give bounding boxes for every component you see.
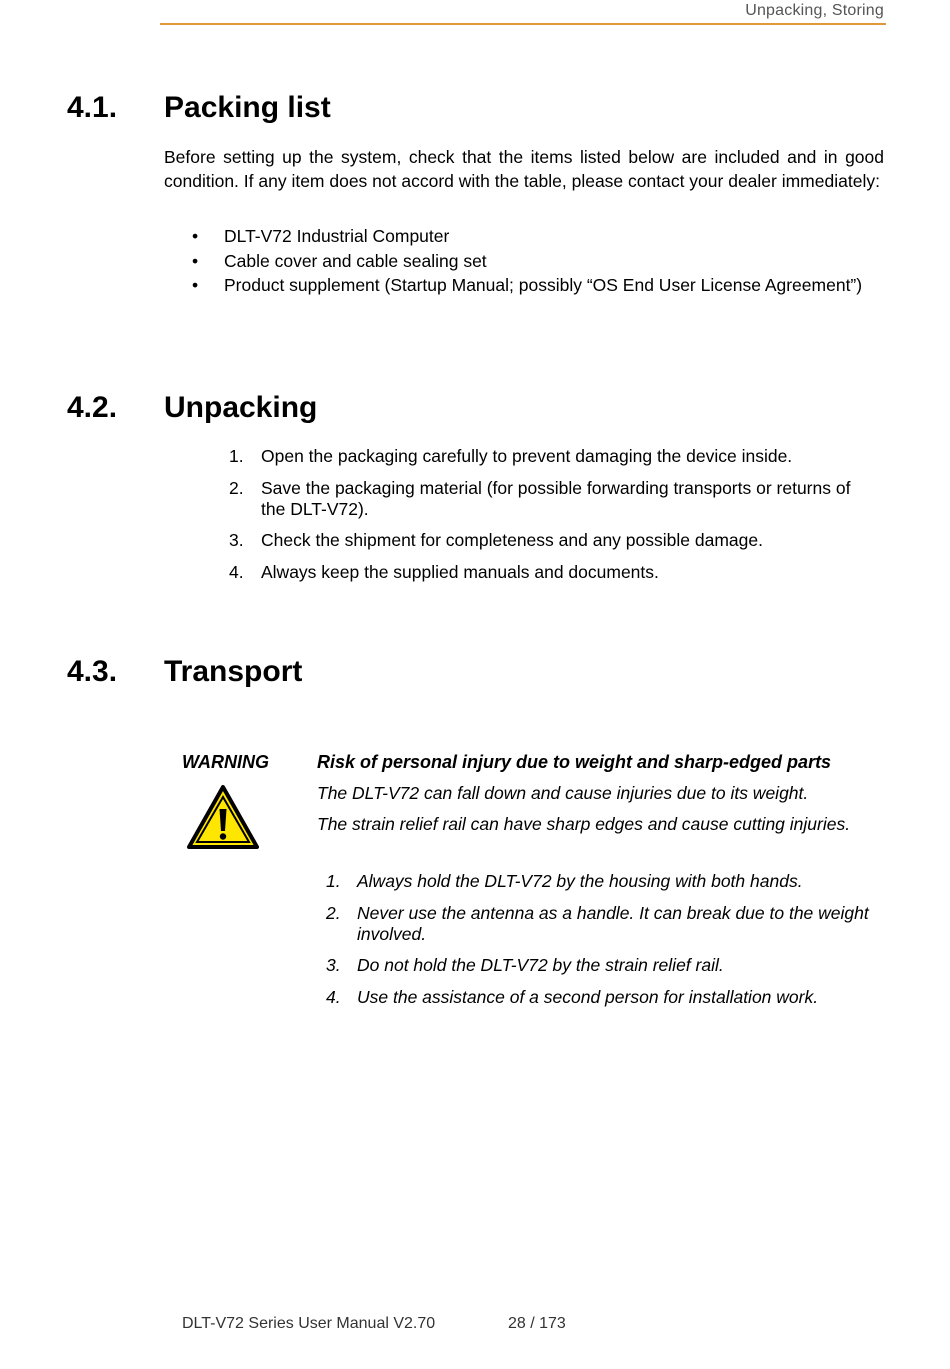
step-number: 2.: [229, 477, 244, 498]
running-header: Unpacking, Storing: [745, 2, 884, 19]
footer-document-title: DLT-V72 Series User Manual V2.70: [182, 1315, 436, 1332]
step-number: 2.: [326, 902, 341, 923]
step-text: Never use the antenna as a handle. It can break due to the weight involved.: [357, 902, 869, 944]
step-number: 4.: [229, 561, 244, 582]
list-item: [229, 478, 879, 520]
list-item: [326, 903, 886, 945]
warning-title: Risk of personal injury due to weight and sharp-edged parts: [317, 752, 832, 772]
section-number-transport: 4.3.: [67, 655, 118, 688]
warning-text: The strain relief rail can have sharp edges and cause cutting injuries.: [317, 814, 851, 834]
list-item: [164, 226, 884, 248]
list-item: [326, 955, 886, 976]
list-item: [326, 871, 886, 892]
footer-page-number: 28 / 173: [508, 1315, 566, 1332]
step-text: Do not hold the DLT-V72 by the strain relief rail.: [357, 955, 724, 975]
bullet-icon: •: [192, 226, 199, 246]
section-title-unpacking: Unpacking: [164, 391, 318, 424]
packing-intro: Before setting up the system, check that the items listed below are included and in good condition. If any item does not accord with the table, please contact your dealer immediately:: [164, 147, 884, 191]
warning-label: WARNING: [182, 752, 269, 772]
step-text: Always keep the supplied manuals and documents.: [261, 561, 659, 582]
warning-text: The DLT-V72 can fall down and cause injuries due to its weight.: [317, 783, 809, 803]
transport-steps: [326, 871, 886, 1018]
list-item-text: Cable cover and cable sealing set: [224, 250, 487, 271]
list-item-text: DLT-V72 Industrial Computer: [224, 226, 450, 246]
step-number: 3.: [229, 530, 244, 550]
section-number-unpacking: 4.2.: [67, 391, 118, 424]
list-item: [229, 446, 879, 467]
bullet-icon: •: [192, 275, 199, 295]
step-number: 4.: [326, 986, 341, 1007]
bullet-icon: •: [192, 250, 199, 271]
step-text: Always hold the DLT-V72 by the housing with both hands.: [357, 871, 803, 891]
section-title-packing: Packing list: [164, 91, 331, 124]
section-title-transport: Transport: [164, 655, 303, 688]
step-text: Check the shipment for completeness and any possible damage.: [261, 530, 763, 550]
step-number: 3.: [326, 955, 341, 975]
unpacking-steps: [229, 446, 879, 593]
list-item: [229, 530, 879, 551]
step-text: Use the assistance of a second person for installation work.: [357, 986, 819, 1007]
list-item: [326, 987, 886, 1008]
packing-list: [164, 226, 884, 300]
step-text: Open the packaging carefully to prevent damaging the device inside.: [261, 446, 793, 466]
warning-triangle-icon: [187, 785, 259, 849]
step-number: 1.: [229, 446, 244, 466]
list-item: [229, 562, 879, 583]
list-item: [164, 251, 884, 273]
step-number: 1.: [326, 871, 341, 891]
section-number-packing: 4.1.: [67, 91, 118, 124]
header-rule: [160, 23, 886, 25]
list-item: [164, 275, 884, 297]
step-text: Save the packaging material (for possible forwarding transports or returns of the DLT-V72).: [261, 477, 851, 519]
list-item-text: Product supplement (Startup Manual; possibly “OS End User License Agreement”): [224, 275, 863, 295]
